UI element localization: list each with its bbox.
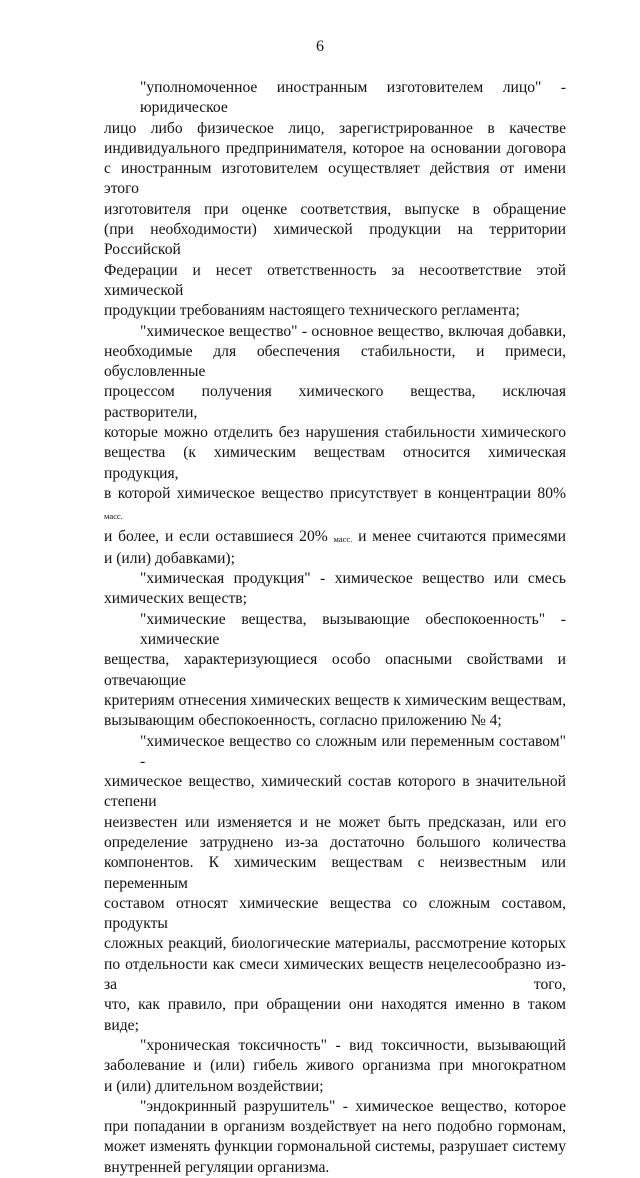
text-line: "хроническая токсичность" - вид токсичности, вызывающий: [140, 1036, 566, 1054]
subscript-mass: масс.: [104, 511, 123, 522]
text-line: и (или) добавками);: [104, 549, 235, 567]
text-segment: и менее считаются примесями: [352, 527, 567, 545]
text-line: вызывающим обеспокоенность, согласно приложению № 4;: [104, 712, 502, 730]
text-line: может изменять функции гормональной системы, разрушает систему: [104, 1138, 566, 1156]
text-line: по отдельности как смеси химических веществ нецелесообразно из-за того,: [104, 955, 566, 994]
text-line: компонентов. К химическим веществам с неизвестным или переменным: [104, 854, 566, 892]
text-line: критериям отнесения химических веществ к химическим веществам,: [104, 691, 566, 709]
text-segment: и более, и если оставшиеся 20%: [104, 527, 328, 545]
text-line: продукции требованиям настоящего технического регламента;: [104, 302, 520, 320]
text-line: которые можно отделить без нарушения стабильности химического: [104, 424, 566, 442]
text-line: определение затруднено из-за достаточно большого количества: [104, 833, 566, 851]
text-line: "химические вещества, вызывающие обеспокоенность" - химические: [140, 610, 566, 649]
text-line: химических веществ;: [104, 590, 247, 608]
text-line: изготовителя при оценке соответствия, выпуске в обращение: [104, 200, 566, 218]
text-line: неизвестен или изменяется и не может быть предсказан, или его: [104, 813, 566, 831]
text-line: внутренней регуляции организма.: [104, 1158, 330, 1176]
paragraph-substances-of-concern: [104, 610, 566, 732]
body-text: [104, 78, 566, 1178]
paragraph-chronic-toxicity: [104, 1036, 566, 1097]
paragraph-complex-composition: [104, 732, 566, 1036]
text-line: составом относят химические вещества со сложным составом, продукты: [104, 894, 566, 933]
text-line: "химическое вещество" - основное вещество, включая добавки,: [140, 322, 566, 340]
paragraph-endocrine-disruptor: [104, 1097, 566, 1178]
text-line: при попадании в организм воздействует на него подобно гормонам,: [104, 1118, 566, 1136]
paragraph-chemical-substance: [104, 322, 566, 570]
text-line: что, как правило, при обращении они находятся именно в таком виде;: [104, 996, 566, 1034]
text-line-with-subscript: [104, 484, 566, 527]
text-line: необходимые для обеспечения стабильности, и примеси, обусловленные: [104, 342, 566, 381]
text-line: и (или) длительном воздействии;: [104, 1077, 324, 1095]
text-line: "химическое вещество со сложным или переменным составом" -: [140, 732, 566, 770]
text-segment: в которой химическое вещество присутствует в концентрации 80%: [104, 484, 566, 502]
text-line: химическое вещество, химический состав которого в значительной степени: [104, 773, 566, 811]
paragraph-chemical-product: [104, 569, 566, 610]
text-line: "эндокринный разрушитель" - химическое вещество, которое: [140, 1097, 566, 1115]
text-line: вещества, характеризующиеся особо опасными свойствами и отвечающие: [104, 651, 566, 689]
text-line: заболевание и (или) гибель живого организма при многократном: [104, 1057, 566, 1075]
text-line-with-subscript: [104, 527, 566, 549]
text-line: сложных реакций, биологические материалы, рассмотрение которых: [104, 935, 566, 953]
text-line: вещества (к химическим веществам относится химическая продукция,: [104, 444, 566, 482]
text-line: "химическая продукция" - химическое вещество или смесь: [140, 570, 566, 588]
text-line: процессом получения химического вещества, исключая растворители,: [104, 383, 566, 421]
text-line: Федерации и несет ответственность за несоответствие этой химической: [104, 261, 566, 299]
text-line: индивидуального предпринимателя, которое на основании договора: [104, 139, 566, 157]
text-line: лицо либо физическое лицо, зарегистрированное в качестве: [104, 119, 566, 137]
subscript-mass: масс.: [333, 533, 353, 544]
text-line: с иностранным изготовителем осуществляет действия от имени этого: [104, 160, 566, 198]
text-line: "уполномоченное иностранным изготовителем лицо" - юридическое: [140, 79, 566, 117]
text-line: (при необходимости) химической продукции на территории Российской: [104, 221, 566, 259]
paragraph-authorized-person: [104, 78, 566, 322]
page-number: 6: [316, 38, 324, 55]
